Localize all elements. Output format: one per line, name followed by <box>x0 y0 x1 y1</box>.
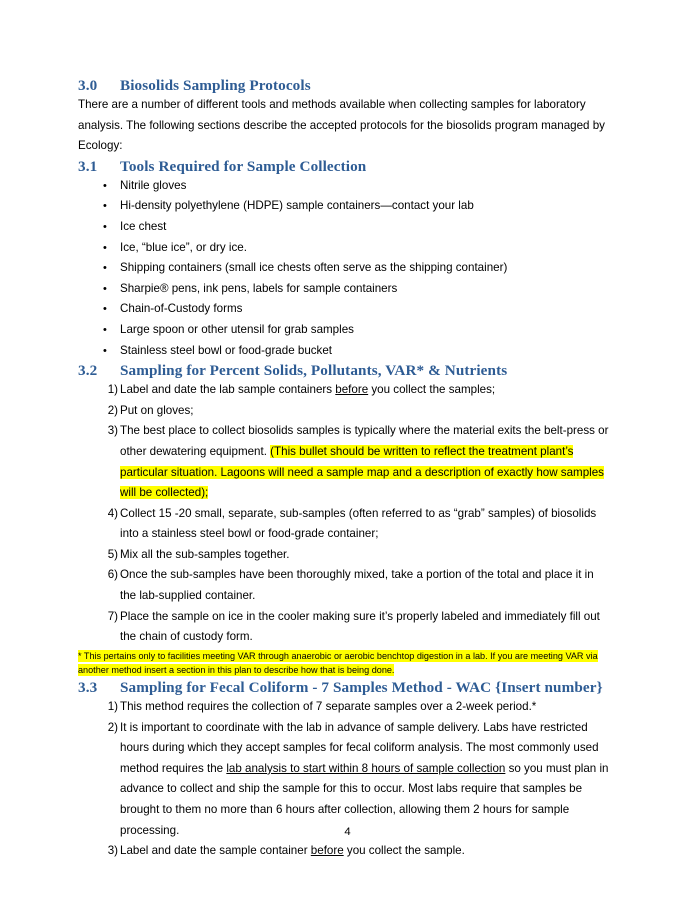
list-marker: 3) <box>107 424 118 438</box>
list-item-text-pre: Label and date the sample container <box>120 844 311 858</box>
list-item <box>78 176 612 197</box>
list-marker: 3) <box>107 844 118 858</box>
list-item-label: Mix all the sub-samples together. <box>120 547 290 561</box>
list-item <box>78 258 612 279</box>
list-item <box>78 341 612 362</box>
list-item <box>78 421 612 503</box>
list-item-text-pre: Label and date the lab sample containers <box>120 383 336 397</box>
list-item <box>78 607 612 648</box>
heading-number-3-1: 3.1 <box>78 157 98 175</box>
page-number: 4 <box>344 826 351 838</box>
list-item-label: Once the sub-samples have been thoroughly mixed, take a portion of the total and place it in the lab-supplied container. <box>120 568 594 603</box>
emphasis-before: before <box>310 844 344 858</box>
bullet-icon: • <box>103 220 107 233</box>
heading-number-3-3: 3.3 <box>78 679 98 697</box>
list-item-label: Large spoon or other utensil for grab samples <box>120 322 354 336</box>
heading-section-3-0 <box>78 76 612 95</box>
list-item-text-post: you collect the samples; <box>368 383 496 397</box>
bullet-icon: • <box>103 179 107 192</box>
list-item-text-post: you collect the sample. <box>343 844 465 858</box>
list-item <box>78 238 612 259</box>
bullet-icon: • <box>103 323 107 336</box>
list-item-text-plain: The best place to collect biosolids samples is typically where the material exits the belt-press or other dewatering equipment. <box>120 424 609 458</box>
list-item <box>78 565 612 606</box>
list-item-label: Stainless steel bowl or food-grade bucket <box>120 343 333 357</box>
document-content <box>78 76 612 862</box>
list-marker: 6) <box>107 568 118 582</box>
list-item-label: Nitrile gloves <box>120 178 187 192</box>
heading-title-3-3: Sampling for Fecal Coliform - 7 Samples Method - WAC {Insert number} <box>120 679 603 697</box>
list-item <box>78 279 612 300</box>
list-marker: 1) <box>107 383 118 397</box>
heading-section-3-1 <box>78 157 612 176</box>
list-marker: 2) <box>107 720 118 734</box>
list-item-label: Sharpie® pens, ink pens, labels for sample containers <box>120 281 398 295</box>
list-item <box>78 196 612 217</box>
list-item-label: Chain-of-Custody forms <box>120 302 243 316</box>
heading-title-3-0: Biosolids Sampling Protocols <box>120 77 311 94</box>
list-item-label: Collect 15 -20 small, separate, sub-samples (often referred to as “grab” samples) of biosolids into a stainless steel bowl or food-grade container; <box>120 506 597 541</box>
tools-list <box>78 176 612 361</box>
list-marker: 1) <box>107 700 118 714</box>
list-item <box>78 401 612 422</box>
bullet-icon: • <box>103 303 107 316</box>
highlighted-instruction-note: (This bullet should be written to reflect the treatment plant’s particular situation. Lagoons will need a sample map and a description of exactly how samples will be collected); <box>120 444 604 500</box>
list-item-label: This method requires the collection of 7 separate samples over a 2-week period.* <box>120 700 537 714</box>
list-marker: 2) <box>107 403 118 417</box>
sampling-procedure-list <box>78 380 612 648</box>
list-item-label: Ice chest <box>120 219 167 233</box>
list-item-label: Place the sample on ice in the cooler making sure it’s properly labeled and immediately fill out the chain of custody form. <box>120 609 600 644</box>
heading-section-3-2 <box>78 361 612 380</box>
list-item <box>78 841 612 862</box>
list-item <box>78 217 612 238</box>
list-item <box>78 545 612 566</box>
list-item <box>78 299 612 320</box>
heading-number-3-0: 3.0 <box>78 77 98 94</box>
list-item <box>78 718 612 842</box>
list-item-label: Shipping containers (small ice chests often serve as the shipping container) <box>120 261 508 275</box>
list-marker: 7) <box>107 609 118 623</box>
list-item <box>78 380 612 401</box>
list-marker: 5) <box>107 547 118 561</box>
list-item <box>78 504 612 545</box>
bullet-icon: • <box>103 344 107 357</box>
list-item-text-post: so you must plan in advance to collect and ship the sample for this to occur. Most labs require that samples be brought to them no more than 6 hours after collection, allowing them 2 hours for sample processing. <box>120 761 609 837</box>
bullet-icon: • <box>103 241 107 254</box>
emphasis-before: before <box>335 383 369 397</box>
list-item-label: Ice, “blue ice”, or dry ice. <box>120 240 247 254</box>
list-marker: 4) <box>107 506 118 520</box>
heading-number-3-2: 3.2 <box>78 362 98 380</box>
list-item-text-pre: It is important to coordinate with the lab in advance of sample delivery. Labs have restricted hours during which they accept samples for fecal coliform analysis. The most commonly used method requires the <box>120 720 599 775</box>
intro-paragraph: There are a number of different tools and methods available when collecting samples for laboratory analysis. The following sections describe the accepted protocols for the biosolids program managed by Ecology: <box>78 98 605 153</box>
heading-title-3-1: Tools Required for Sample Collection <box>120 157 367 175</box>
var-footnote <box>78 649 612 678</box>
list-item <box>78 697 612 718</box>
list-item-label: Hi-density polyethylene (HDPE) sample containers—contact your lab <box>120 199 474 213</box>
emphasis-lab-analysis-window: lab analysis to start within 8 hours of sample collection <box>226 761 506 775</box>
heading-section-3-3 <box>78 678 612 697</box>
var-footnote-text: * This pertains only to facilities meeting VAR through anaerobic or aerobic benchtop digestion in a lab. If you are meeting VAR via another method insert a section in this plan to describe how that is being done. <box>78 650 598 676</box>
bullet-icon: • <box>103 262 107 275</box>
bullet-icon: • <box>103 200 107 213</box>
list-item-label: Put on gloves; <box>120 403 194 417</box>
heading-title-3-2: Sampling for Percent Solids, Pollutants, VAR* & Nutrients <box>120 362 508 380</box>
list-item <box>78 320 612 341</box>
bullet-icon: • <box>103 282 107 295</box>
